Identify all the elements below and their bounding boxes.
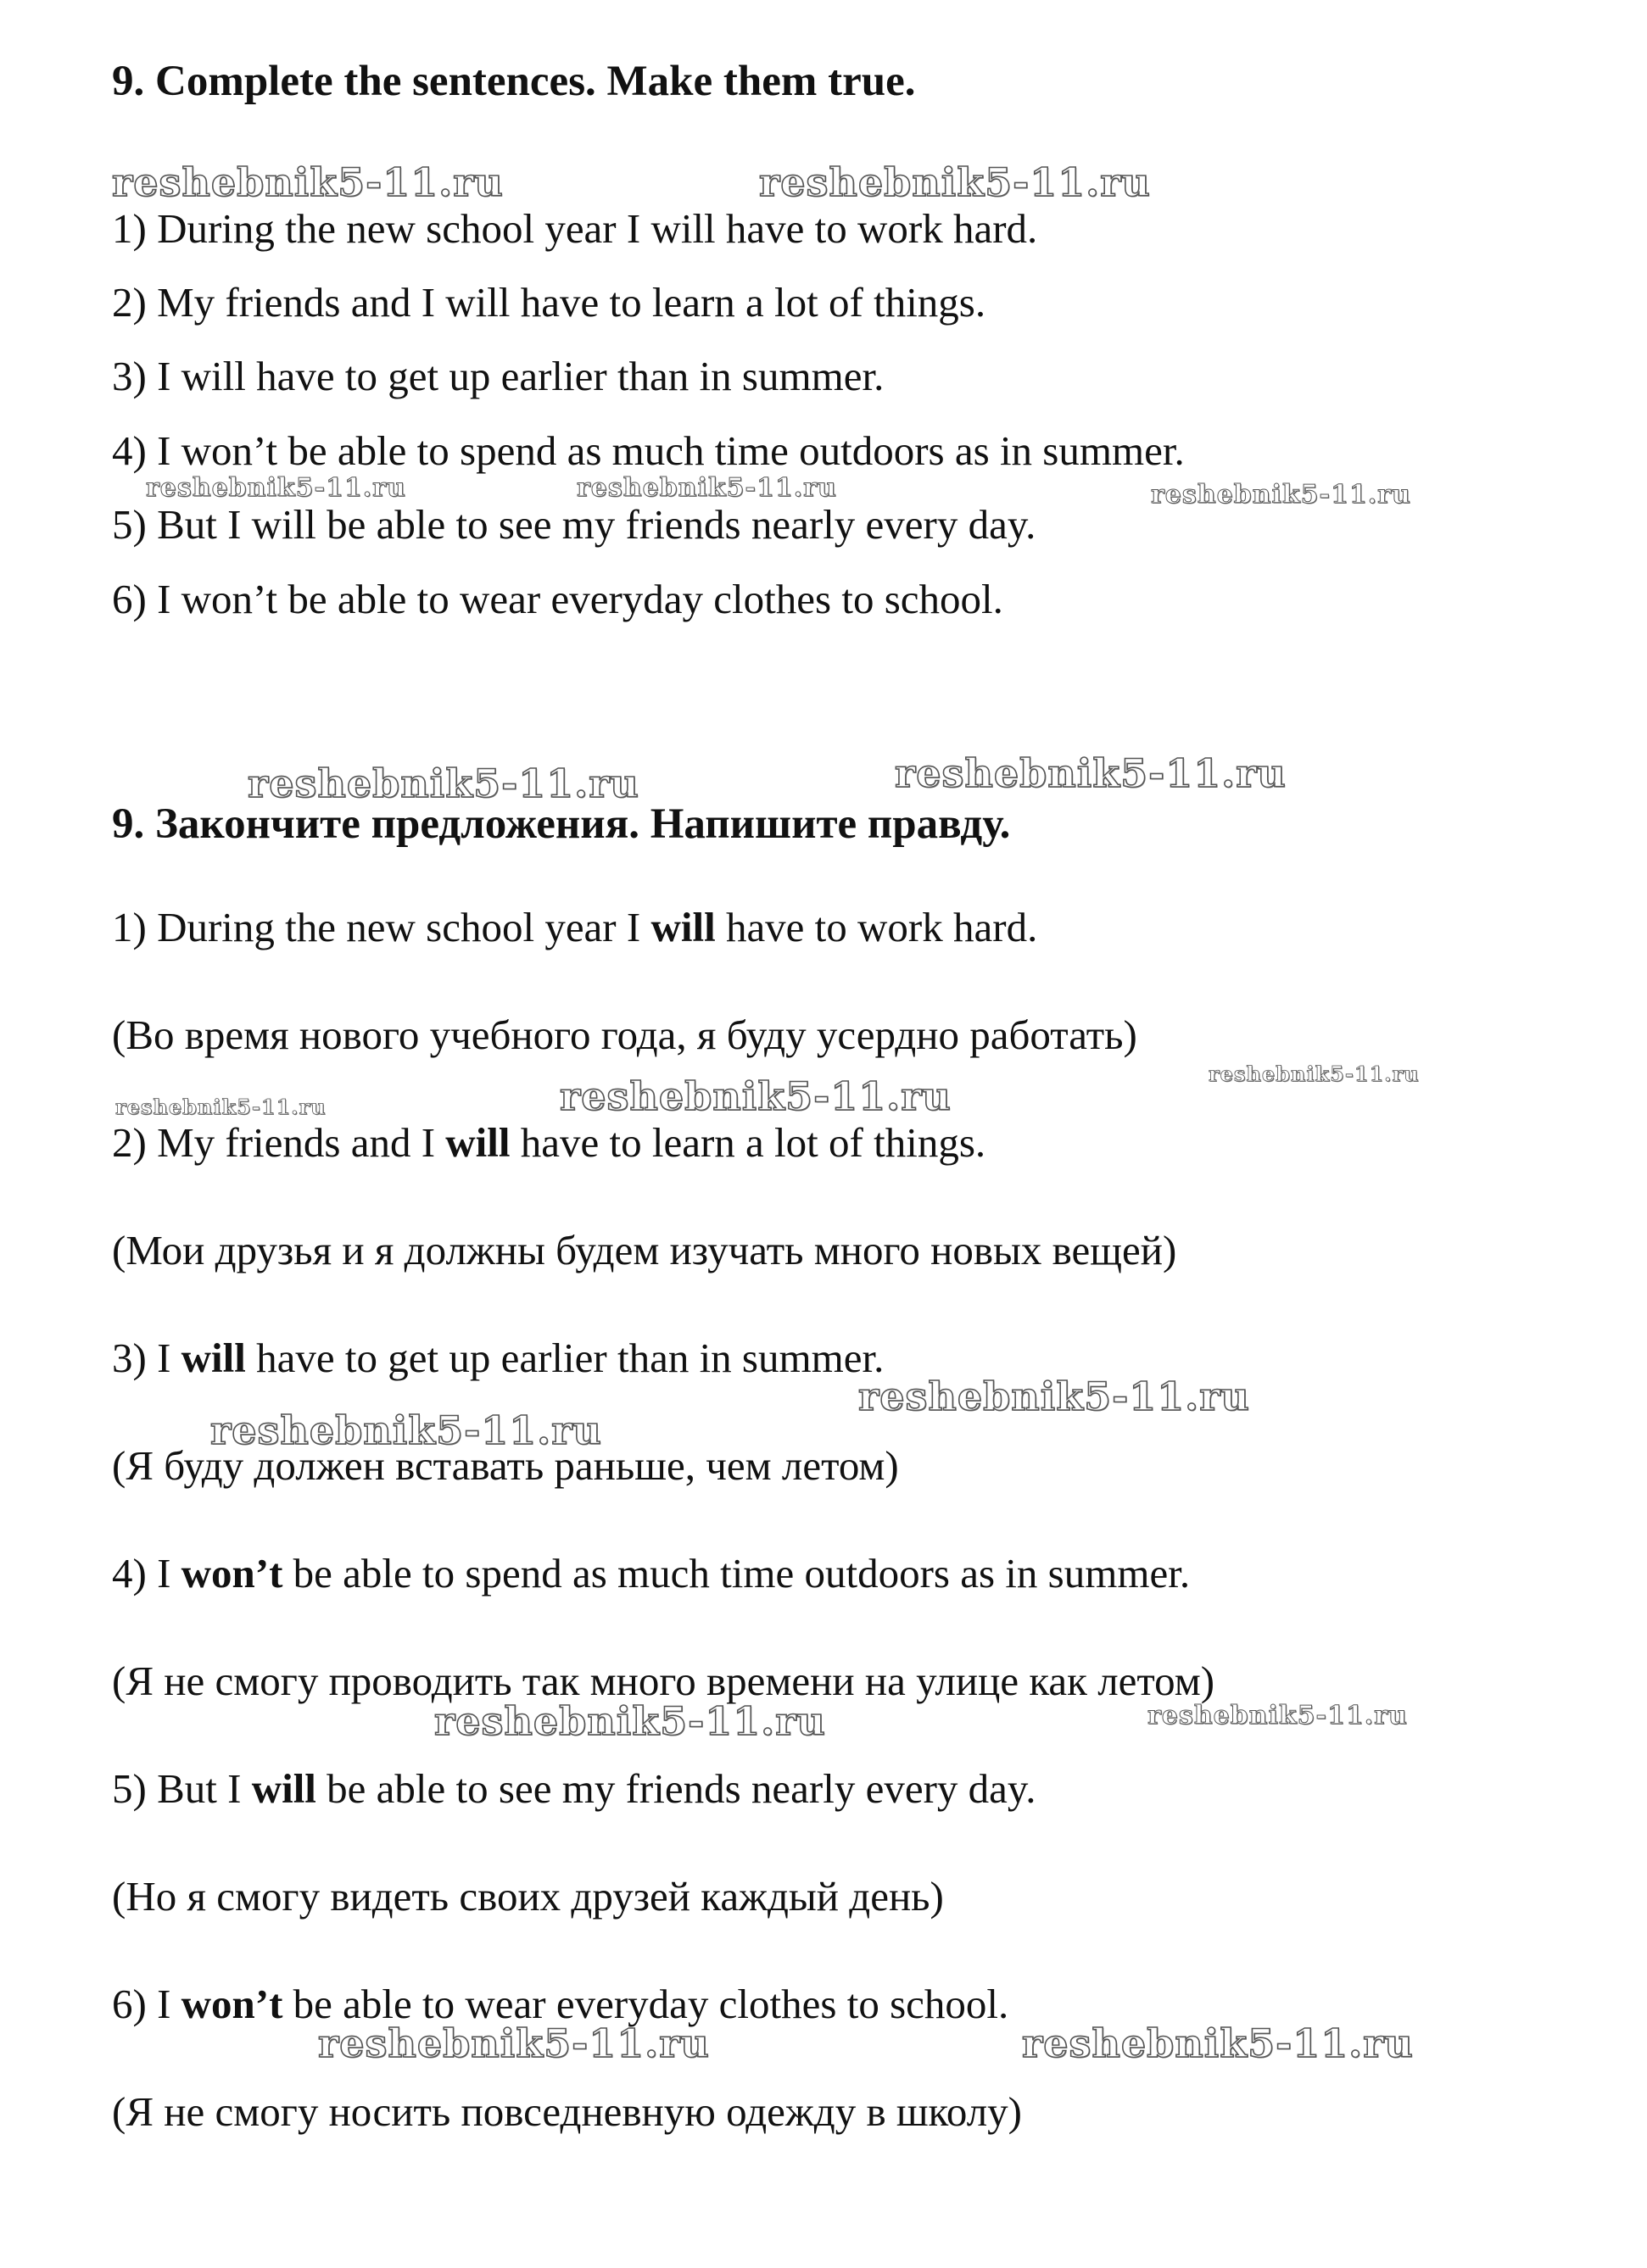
sentence-part: have to work hard.: [715, 904, 1038, 950]
watermark: reshebnik5-11.ru: [146, 473, 406, 503]
exercise-heading-ru: 9. Закончите предложения. Напишите правду.: [112, 800, 1011, 848]
modal-verb: will: [650, 904, 716, 950]
sentence-part: 3) I: [112, 1335, 181, 1381]
watermark: reshebnik5-11.ru: [759, 159, 1151, 205]
translation-1: (Во время нового учебного года, я буду усердно работать): [112, 1011, 1137, 1058]
exercise-heading-en: 9. Complete the sentences. Make them true.: [112, 58, 916, 105]
sentence-part: be able to see my friends nearly every day.: [315, 1765, 1036, 1812]
sentence-ru-6: [112, 1979, 1008, 2030]
watermark: reshebnik5-11.ru: [560, 1073, 952, 1119]
watermark: reshebnik5-11.ru: [115, 1095, 327, 1119]
sentence-part: have to learn a lot of things.: [510, 1119, 986, 1166]
modal-verb: will: [251, 1765, 316, 1812]
sentence-part: 6) I: [112, 1981, 181, 2027]
modal-verb: will: [181, 1335, 246, 1381]
sentence-en-4: 4) I won’t be able to spend as much time outdoors as in summer.: [112, 427, 1185, 474]
modal-verb: won’t: [181, 1981, 283, 2027]
sentence-part: 4) I: [112, 1550, 181, 1597]
sentence-part: be able to wear everyday clothes to school.: [282, 1981, 1009, 2027]
translation-3: (Я буду должен вставать раньше, чем летом): [112, 1442, 899, 1489]
watermark: reshebnik5-11.ru: [1151, 480, 1411, 510]
watermark: reshebnik5-11.ru: [1022, 2020, 1414, 2066]
watermark: reshebnik5-11.ru: [1147, 1701, 1408, 1730]
watermark: reshebnik5-11.ru: [434, 1698, 826, 1744]
sentence-ru-1: [112, 902, 1037, 953]
translation-2: (Мои друзья и я должны будем изучать много новых вещей): [112, 1227, 1177, 1273]
sentence-part: 5) But I: [112, 1765, 252, 1812]
watermark: reshebnik5-11.ru: [210, 1407, 602, 1453]
translation-4: (Я не смогу проводить так много времени на улице как летом): [112, 1658, 1215, 1704]
sentence-ru-3: [112, 1333, 884, 1384]
translation-6: (Я не смогу носить повседневную одежду в школу): [112, 2088, 1022, 2135]
sentence-part: have to get up earlier than in summer.: [245, 1335, 885, 1381]
sentence-en-1: 1) During the new school year I will have to work hard.: [112, 205, 1038, 252]
watermark: reshebnik5-11.ru: [858, 1374, 1250, 1419]
modal-verb: won’t: [181, 1550, 283, 1597]
watermark: reshebnik5-11.ru: [895, 750, 1287, 796]
sentence-part: be able to spend as much time outdoors as in summer.: [282, 1550, 1191, 1597]
sentence-ru-2: [112, 1117, 985, 1168]
modal-verb: will: [445, 1119, 511, 1166]
sentence-part: 2) My friends and I: [112, 1119, 446, 1166]
sentence-en-3: 3) I will have to get up earlier than in summer.: [112, 353, 885, 399]
watermark: reshebnik5-11.ru: [318, 2020, 710, 2066]
sentence-part: 1) During the new school year I: [112, 904, 651, 950]
watermark: reshebnik5-11.ru: [248, 761, 639, 806]
watermark: reshebnik5-11.ru: [577, 473, 837, 503]
watermark: reshebnik5-11.ru: [1209, 1062, 1420, 1086]
watermark: reshebnik5-11.ru: [112, 159, 504, 205]
sentence-en-5: 5) But I will be able to see my friends nearly every day.: [112, 501, 1036, 548]
sentence-en-6: 6) I won’t be able to wear everyday clothes to school.: [112, 576, 1003, 622]
sentence-ru-5: [112, 1764, 1036, 1814]
sentence-en-2: 2) My friends and I will have to learn a lot of things.: [112, 279, 986, 326]
sentence-ru-4: [112, 1548, 1190, 1599]
translation-5: (Но я смогу видеть своих друзей каждый день): [112, 1873, 944, 1920]
